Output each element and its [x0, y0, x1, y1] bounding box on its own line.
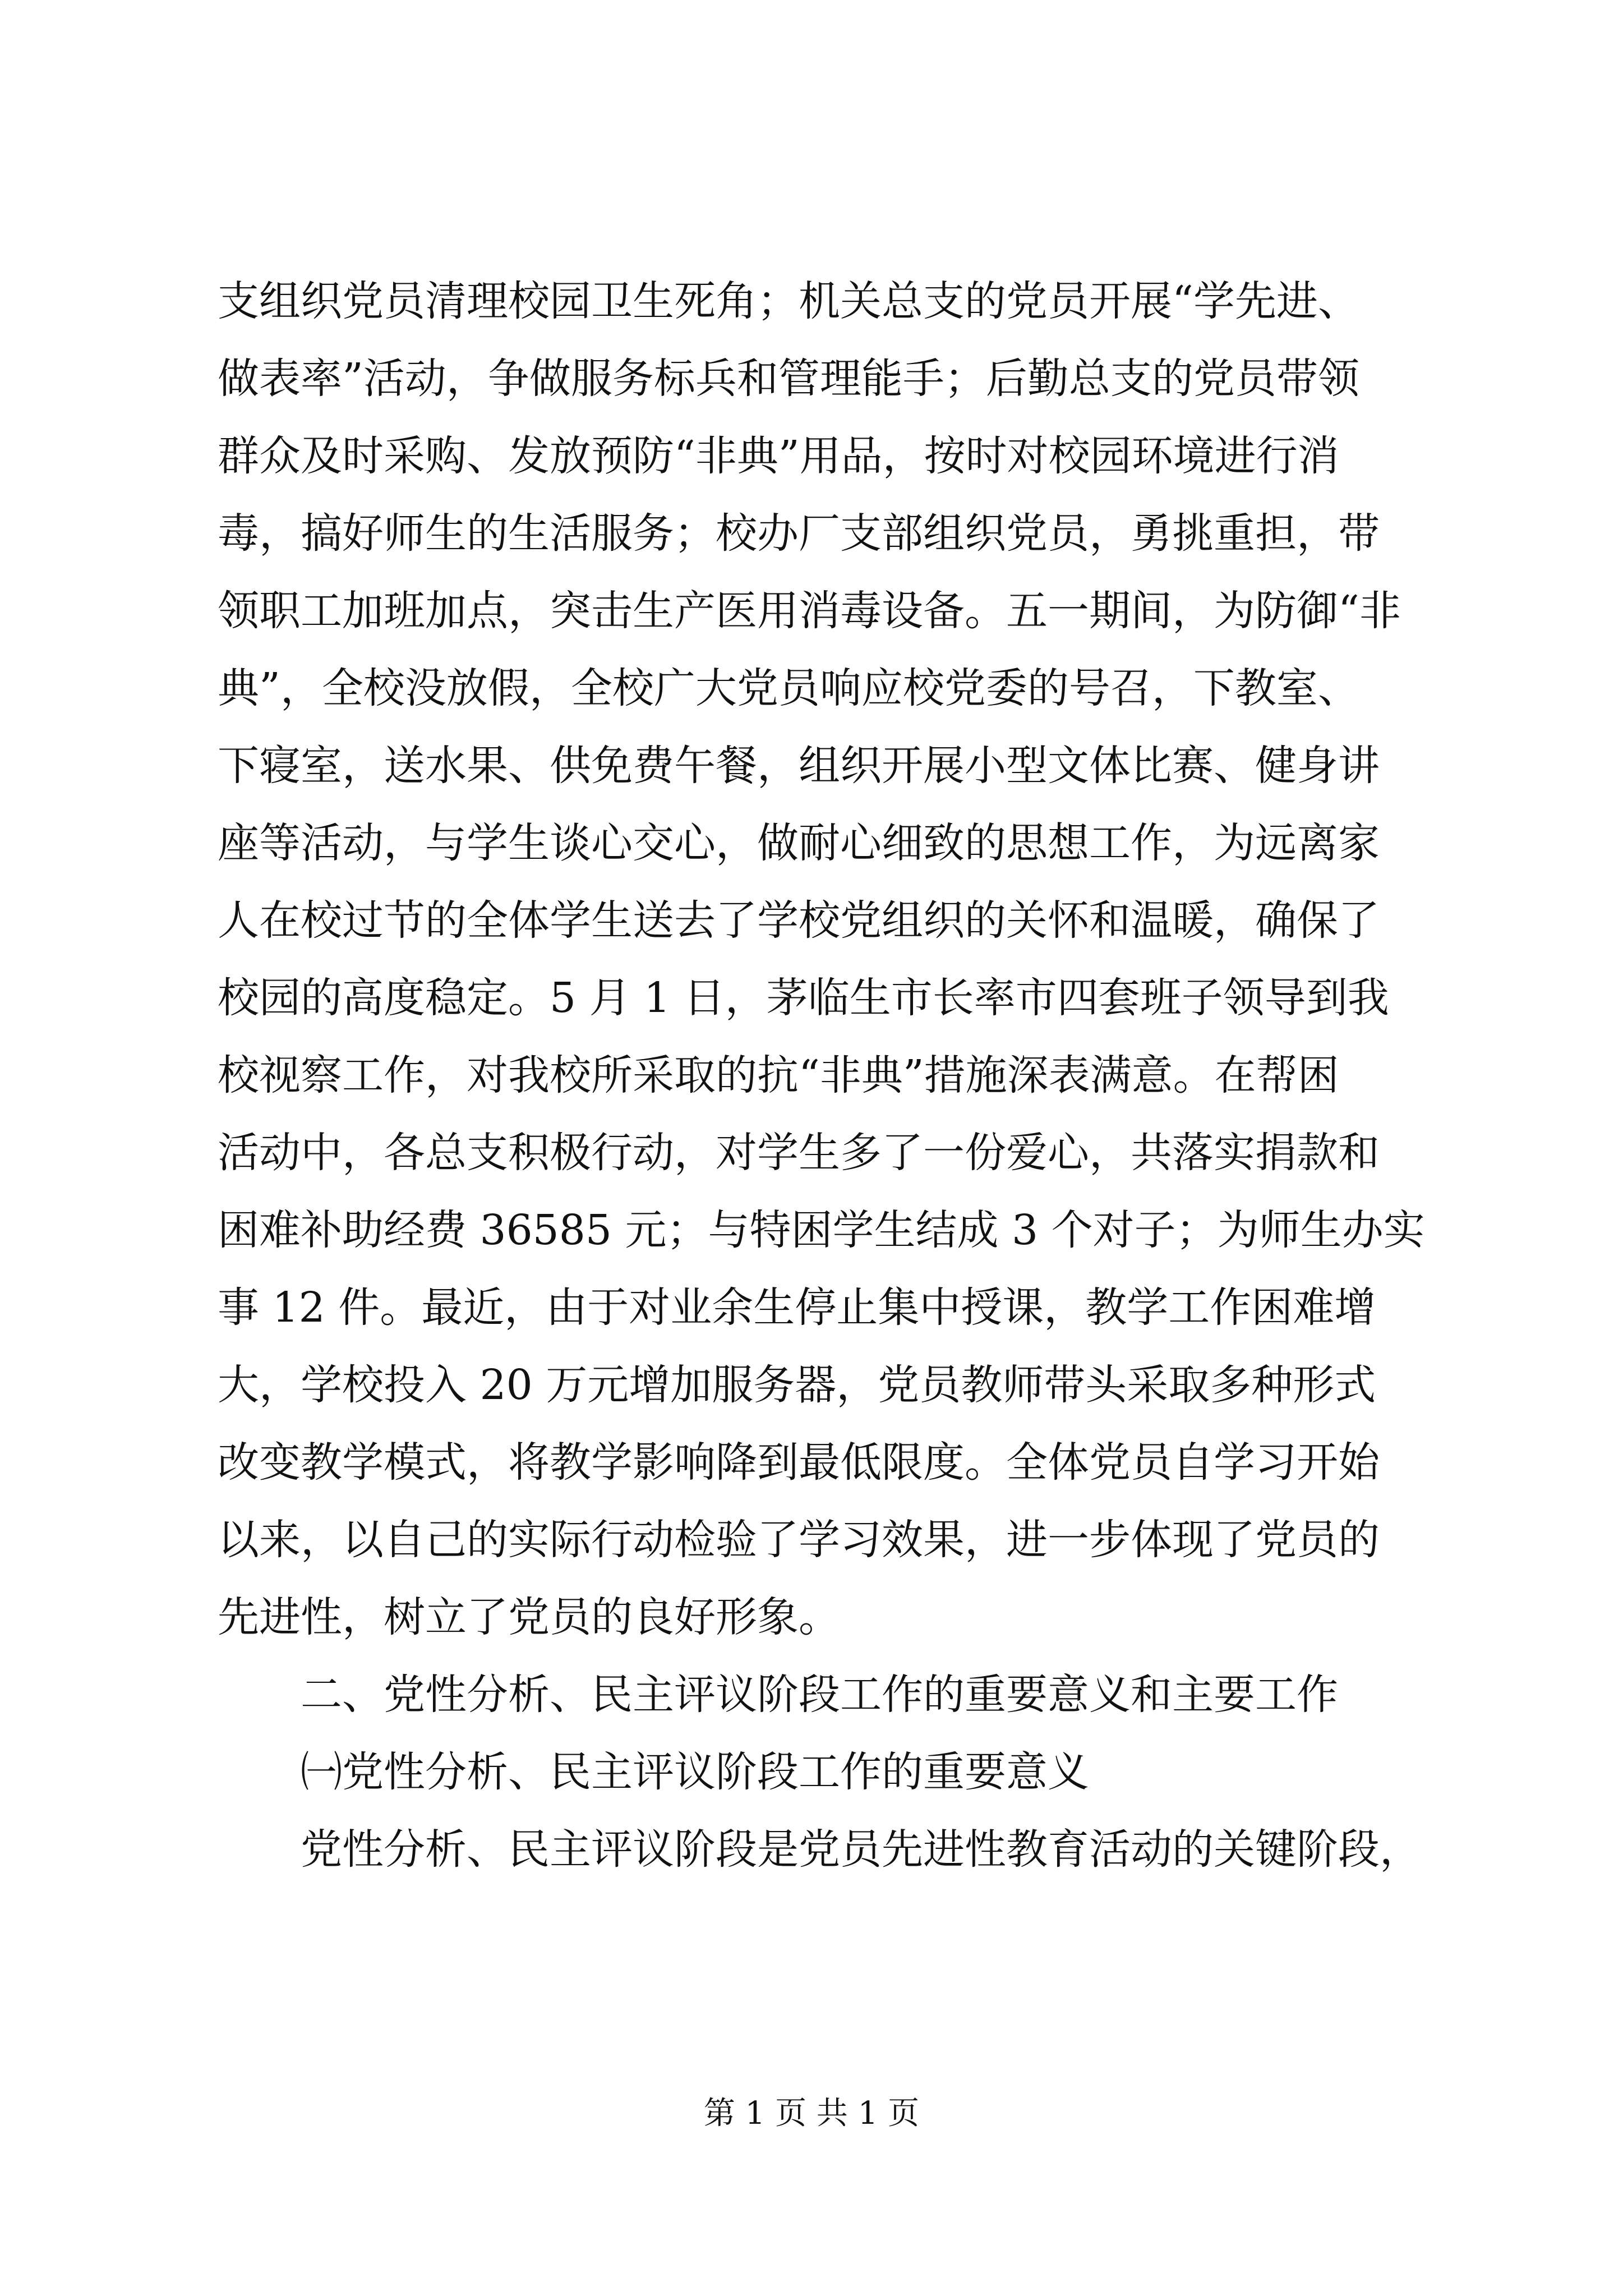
text-line: 下寝室，送水果、供免费午餐，组织开展小型文体比赛、健身讲 — [218, 742, 1380, 790]
text-line: 校园的高度稳定。5 月 1 日，茅临生市长率市四套班子领导到我 — [218, 974, 1389, 1022]
text-line: 领职工加班加点，突击生产医用消毒设备。五一期间，为防御“非 — [218, 587, 1401, 635]
text-line: 典”，全校没放假，全校广大党员响应校党委的号召，下教室、 — [218, 664, 1359, 712]
text-line: 以来，以自己的实际行动检验了学习效果，进一步体现了党员的 — [218, 1516, 1380, 1564]
text-line: 改变教学模式，将教学影响降到最低限度。全体党员自学习开始 — [218, 1438, 1380, 1487]
text-line: 活动中，各总支积极行动，对学生多了一份爱心，共落实捐款和 — [218, 1129, 1380, 1177]
text-line: 困难补助经费 36585 元；与特困学生结成 3 个对子；为师生办实 — [218, 1206, 1425, 1254]
document-body — [218, 263, 1446, 1888]
text-line: 做表率”活动，争做服务标兵和管理能手；后勤总支的党员带领 — [218, 355, 1359, 403]
text-line: 大，学校投入 20 万元增加服务器，党员教师带头采取多种形式 — [218, 1361, 1376, 1409]
text-line: 党性分析、民主评议阶段是党员先进性教育活动的关键阶段， — [301, 1825, 1421, 1874]
text-line: 人在校过节的全体学生送去了学校党组织的关怀和温暖，确保了 — [218, 896, 1380, 945]
text-line: 群众及时采购、发放预防“非典”用品，按时对校园环境进行消 — [218, 432, 1339, 480]
text-line: 支组织党员清理校园卫生死角；机关总支的党员开展“学先进、 — [218, 277, 1359, 325]
text-line: 先进性，树立了党员的良好形象。 — [218, 1593, 840, 1641]
text-line: 事 12 件。最近，由于对业余生停止集中授课，教学工作困难增 — [218, 1283, 1376, 1332]
text-line: 二、党性分析、民主评议阶段工作的重要意义和主要工作 — [301, 1671, 1338, 1719]
text-line: ㈠党性分析、民主评议阶段工作的重要意义 — [301, 1748, 1089, 1796]
text-line: 毒，搞好师生的生活服务；校办厂支部组织党员，勇挑重担，带 — [218, 509, 1380, 558]
text-line: 座等活动，与学生谈心交心，做耐心细致的思想工作，为远离家 — [218, 819, 1380, 867]
page-footer: 第 1 页 共 1 页 — [703, 2095, 920, 2132]
text-line: 校视察工作，对我校所采取的抗“非典”措施深表满意。在帮困 — [218, 1051, 1339, 1099]
